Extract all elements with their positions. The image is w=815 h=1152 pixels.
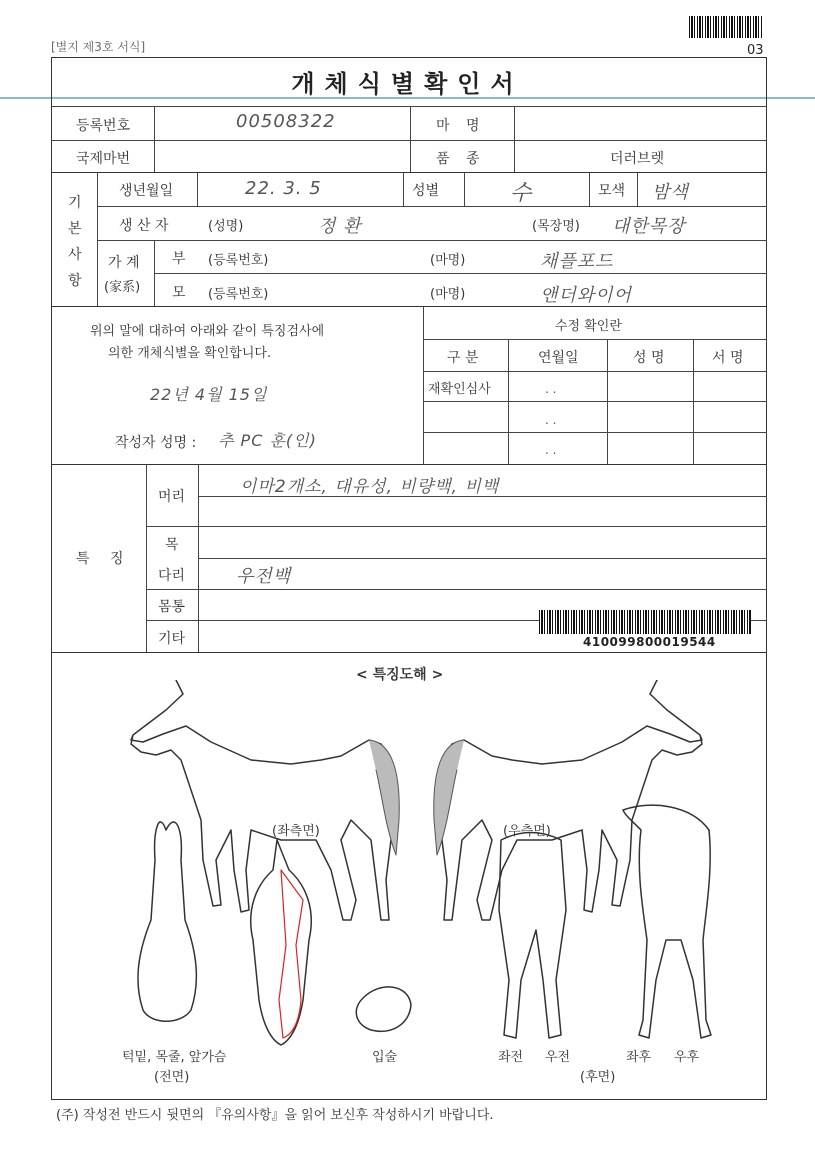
lineage-label: 가 계 [108,255,140,271]
front-view-legs [499,833,566,1039]
intl-name-label: 국제마번 [76,151,131,167]
legs-label: 다리 [158,568,186,584]
legs-value: 우전백 [236,566,292,587]
revision-title: 수정 확인란 [555,319,622,334]
col-name: 성 명 [633,350,665,366]
left-fore-label: 좌전 [498,1050,524,1065]
breed-label: 품 종 [436,151,486,167]
neck-label: 목 [165,537,179,553]
producer-label: 생 산 자 [119,218,169,234]
dam-name-label: (마명) [430,287,466,302]
rear-view-horse [623,805,711,1038]
date-dots-2: . . [545,413,557,427]
sex-label: 성별 [412,183,440,199]
features-barcode [539,610,751,634]
other-label: 기타 [158,631,186,647]
lips-label: 입술 [372,1050,398,1065]
recheck-label: 재확인심사 [428,382,491,397]
head-blaze [279,870,303,1038]
right-side-label: (우측면) [503,824,551,839]
barcode-number: 410099800019544 [583,635,716,649]
lineage-hanja: (家系) [104,280,141,295]
birth-value: 22. 3. 5 [245,178,322,199]
left-side-horse [131,680,396,920]
front-label: (전면) [154,1070,190,1085]
farm-value: 대한목장 [612,216,686,237]
col-sign: 서 명 [712,350,744,366]
page-number: 03 [747,43,764,58]
left-side-tail [369,740,399,855]
owner-name-label: (성명) [208,219,244,234]
form-title: 개체식별확인서 [291,70,524,98]
left-side-label: (좌측면) [272,824,320,839]
statement-line2: 의한 개체식별을 확인합니다. [108,346,272,361]
right-hind-label: 우후 [674,1050,700,1065]
neck-chest-front [138,822,196,1021]
color-label: 모색 [598,183,626,199]
reg-no-value: 00508322 [236,111,336,132]
owner-name-value: 정 환 [318,216,362,237]
farm-label: (목장명) [532,219,580,234]
basic-section-label: 기본사항 [68,195,82,289]
features-section-label: 특 징 [76,551,132,567]
writer-value: 추 PC 훈(인) [218,431,317,450]
right-fore-label: 우전 [545,1050,571,1065]
top-barcode [689,16,763,38]
writer-label: 작성자 성명 : [115,435,197,451]
breed-value: 더러브렛 [610,151,665,167]
chest-label: 턱밑, 목줄, 앞가슴 [122,1050,227,1065]
horse-name-label: 마 명 [436,118,486,134]
sire-name-value: 채플포드 [540,251,614,272]
color-value: 밤색 [652,182,689,203]
reg-no-label: 등록번호 [76,118,131,134]
statement-line1: 위의 말에 대하여 아래와 같이 특징검사에 [90,324,325,339]
rear-label: (후면) [580,1070,616,1085]
dam-reg-label: (등록번호) [208,287,269,302]
col-division: 구 분 [447,350,479,366]
dam-label: 모 [172,285,186,301]
lips-diagram [356,987,411,1031]
form-reference: [별지 제3호 서식] [51,40,146,54]
birth-label: 생년월일 [119,183,174,199]
sex-value: 수 [510,181,533,206]
confirm-date: 22년 4월 15일 [150,385,268,404]
body-label: 몸통 [158,599,186,615]
right-side-tail [434,740,464,855]
horse-diagram [51,680,767,1085]
col-date: 연월일 [538,350,579,366]
diagram-title: < 특징도해 > [356,667,444,683]
head-label: 머리 [158,489,186,505]
date-dots-3: . . [545,443,557,457]
right-side-horse [437,680,702,920]
sire-reg-label: (등록번호) [208,253,269,268]
sire-name-label: (마명) [430,253,466,268]
date-dots-1: . . [545,382,557,396]
sire-label: 부 [172,251,186,267]
footer-note: (주) 작성전 반드시 뒷면의 『유의사항』을 읽어 보신후 작성하시기 바랍니다. [56,1108,494,1123]
head-value: 이마2개소, 대유성, 비량백, 비백 [240,477,500,497]
left-hind-label: 좌후 [626,1050,652,1065]
dam-name-value: 앤더와이어 [540,285,632,306]
